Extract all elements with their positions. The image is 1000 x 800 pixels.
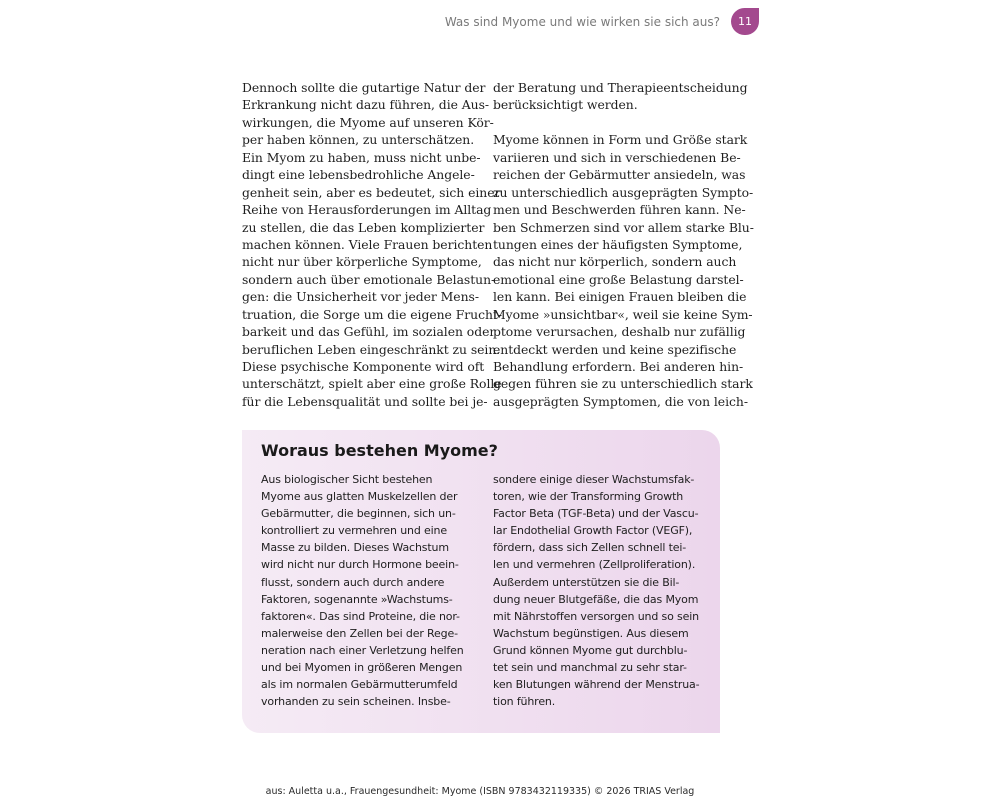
text-line: entdeckt werden und keine spezifische [493, 341, 737, 357]
text-line: fördern, dass sich Zellen schnell tei- [493, 541, 687, 555]
text-line: len kann. Bei einigen Frauen bleiben die [493, 289, 747, 305]
body-column-left [242, 79, 502, 410]
text-line: truation, die Sorge um die eigene Frucht- [242, 306, 502, 322]
info-box-column-right [493, 471, 703, 710]
text-line: ben Schmerzen sind vor allem starke Blu- [493, 219, 754, 235]
text-line: als im normalen Gebärmutterumfeld [261, 678, 458, 692]
text-line: reichen der Gebärmutter ansiedeln, was [493, 167, 746, 183]
text-line: malerweise den Zellen bei der Rege- [261, 626, 458, 640]
text-line: unterschätzt, spielt aber eine große Rolle [242, 376, 502, 392]
text-line: gen: die Unsicherheit vor jeder Mens- [242, 289, 479, 305]
text-line: wirkungen, die Myome auf unseren Kör- [242, 114, 494, 130]
running-title: Was sind Myome und wie wirken sie sich aus? [444, 15, 720, 29]
text-line: ptome verursachen, deshalb nur zufällig [493, 324, 746, 340]
text-line: len und vermehren (Zellproliferation). [493, 558, 696, 572]
text-line: emotional eine große Belastung darstel- [493, 271, 744, 287]
text-line: machen können. Viele Frauen berichten [242, 236, 493, 252]
text-line: ken Blutungen während der Menstrua- [493, 678, 700, 692]
text-line: für die Lebensqualität und sollte bei je- [242, 393, 488, 409]
text-line: tungen eines der häufigsten Symptome, [493, 236, 743, 252]
text-line: tet sein und manchmal zu sehr star- [493, 661, 687, 675]
text-line: variieren und sich in verschiedenen Be- [493, 149, 741, 165]
text-line: gegen führen sie zu unterschiedlich stark [493, 376, 753, 392]
text-line: Myome aus glatten Muskelzellen der [261, 490, 458, 504]
text-line: Dennoch sollte die gutartige Natur der [242, 80, 486, 95]
text-line: berücksichtigt werden. [493, 97, 638, 113]
text-line: Ein Myom zu haben, muss nicht unbe- [242, 149, 481, 165]
text-line: Gebärmutter, die beginnen, sich un- [261, 507, 456, 521]
text-line: Diese psychische Komponente wird oft [242, 359, 485, 374]
body-column-right [493, 79, 754, 410]
text-line: beruflichen Leben eingeschränkt zu sein. [242, 341, 501, 357]
text-line: toren, wie der Transforming Growth [493, 490, 684, 504]
text-line: Factor Beta (TGF-Beta) und der Vascu- [493, 507, 699, 521]
text-line: lar Endothelial Growth Factor (VEGF), [493, 524, 693, 538]
text-line: vorhanden zu sein scheinen. Insbe- [261, 695, 451, 709]
page-number-badge: 11 [731, 8, 759, 35]
text-line: Aus biologischer Sicht bestehen [261, 473, 433, 486]
text-line: Erkrankung nicht dazu führen, die Aus- [242, 97, 490, 113]
text-line: tion führen. [493, 695, 556, 709]
text-line: Außerdem unterstützen sie die Bil- [493, 575, 680, 589]
text-line: kontrolliert zu vermehren und eine [261, 524, 447, 538]
right-paragraph-1 [493, 79, 748, 114]
text-line: dung neuer Blutgefäße, die das Myom [493, 592, 699, 606]
footer-citation: aus: Auletta u.a., Frauengesundheit: Myome (ISBN 9783432119335) © 2026 TRIAS Verlag [265, 786, 695, 797]
text-line: und bei Myomen in größeren Mengen [261, 661, 463, 675]
text-line: Masse zu bilden. Dieses Wachstum [261, 541, 449, 555]
text-line: sondere einige dieser Wachstumsfak- [493, 473, 695, 486]
text-line: ausgeprägten Symptomen, die von leich- [493, 393, 748, 409]
text-line: nicht nur über körperliche Symptome, [242, 254, 482, 270]
text-line: genheit sein, aber es bedeutet, sich einer [242, 184, 501, 200]
text-line: per haben können, zu unterschätzen. [242, 132, 475, 148]
text-line: Faktoren, sogenannte »Wachstums- [261, 592, 453, 606]
text-line: zu unterschiedlich ausgeprägten Sympto- [493, 184, 754, 200]
info-box [242, 430, 720, 733]
text-line: wird nicht nur durch Hormone beein- [261, 558, 459, 572]
text-line: Myome können in Form und Größe stark [493, 132, 748, 148]
text-line: mit Nährstoffen versorgen und so sein [493, 609, 699, 623]
text-line: der Beratung und Therapieentscheidung [493, 80, 748, 95]
text-line: Wachstum begünstigen. Aus diesem [493, 626, 689, 640]
text-line: dingt eine lebensbedrohliche Angele- [242, 167, 475, 183]
info-box-column-left [261, 471, 471, 710]
info-box-title: Woraus bestehen Myome? [261, 441, 498, 460]
text-line: Myome »unsichtbar«, weil sie keine Sym- [493, 306, 753, 322]
text-line: faktoren«. Das sind Proteine, die nor- [261, 609, 460, 623]
text-line: flusst, sondern auch durch andere [261, 575, 445, 589]
text-line: Reihe von Herausforderungen im Alltag [242, 202, 492, 218]
text-line: zu stellen, die das Leben komplizierter [242, 219, 485, 235]
right-paragraph-2 [493, 131, 754, 410]
text-line: barkeit und das Gefühl, im sozialen oder [242, 324, 496, 340]
text-line: Behandlung erfordern. Bei anderen hin- [493, 359, 744, 374]
text-line: Grund können Myome gut durchblu- [493, 643, 688, 657]
paragraph-gap [493, 114, 725, 131]
text-line: das nicht nur körperlich, sondern auch [493, 254, 737, 270]
text-line: men und Beschwerden führen kann. Ne- [493, 202, 746, 218]
text-line: sondern auch über emotionale Belastun- [242, 271, 496, 287]
text-line: neration nach einer Verletzung helfen [261, 643, 464, 657]
